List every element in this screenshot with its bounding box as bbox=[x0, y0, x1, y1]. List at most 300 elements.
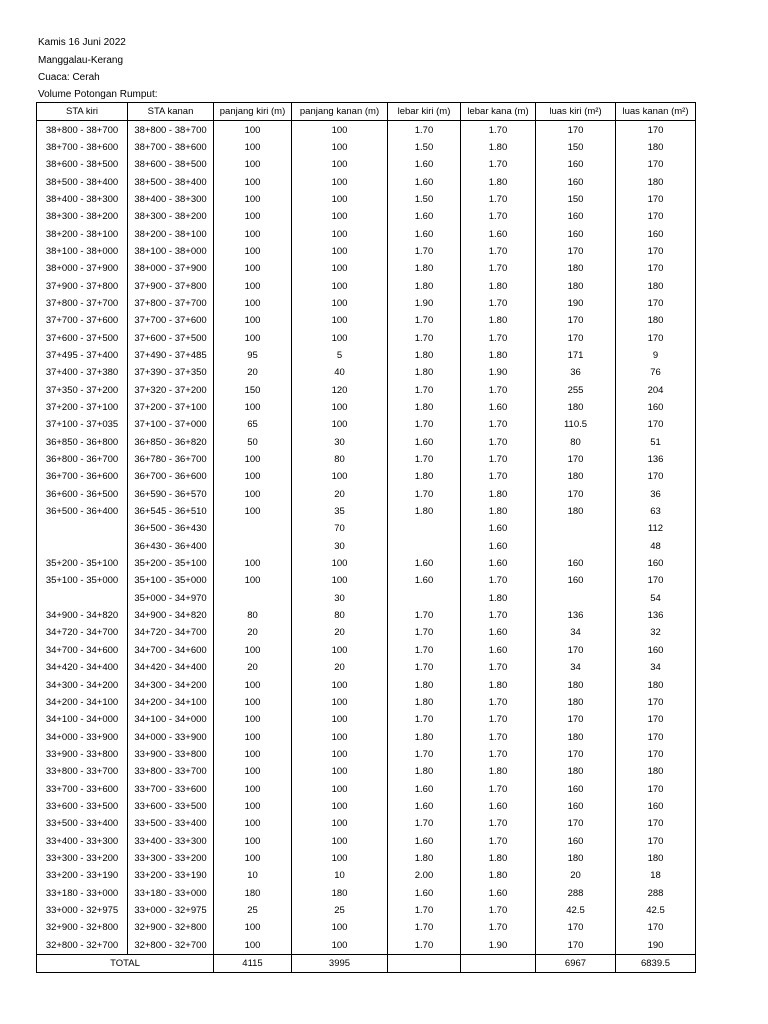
cell-luas-kiri: 42.5 bbox=[536, 902, 616, 919]
cell-panjang-kiri: 100 bbox=[214, 832, 292, 849]
cell-panjang-kiri: 100 bbox=[214, 486, 292, 503]
cell-lebar-kiri: 1.70 bbox=[388, 486, 461, 503]
cell-sta-kanan: 35+100 - 35+000 bbox=[128, 572, 214, 589]
cell-luas-kiri: 180 bbox=[536, 468, 616, 485]
total-lebar-kanan bbox=[461, 954, 536, 972]
cell-lebar-kanan: 1.70 bbox=[461, 121, 536, 139]
cell-sta-kiri: 38+200 - 38+100 bbox=[37, 225, 128, 242]
table-row bbox=[37, 451, 696, 468]
cell-sta-kanan: 32+900 - 32+800 bbox=[128, 919, 214, 936]
cell-panjang-kanan: 100 bbox=[292, 121, 388, 139]
table-row bbox=[37, 798, 696, 815]
cell-sta-kiri: 38+000 - 37+900 bbox=[37, 260, 128, 277]
cell-sta-kanan: 37+700 - 37+600 bbox=[128, 312, 214, 329]
cell-sta-kiri: 37+100 - 37+035 bbox=[37, 416, 128, 433]
cell-sta-kiri: 33+200 - 33+190 bbox=[37, 867, 128, 884]
cell-sta-kiri: 38+500 - 38+400 bbox=[37, 173, 128, 190]
cell-panjang-kanan: 20 bbox=[292, 659, 388, 676]
cell-sta-kiri: 36+600 - 36+500 bbox=[37, 486, 128, 503]
cell-sta-kiri: 35+200 - 35+100 bbox=[37, 555, 128, 572]
table-row bbox=[37, 434, 696, 451]
cell-lebar-kanan: 1.80 bbox=[461, 867, 536, 884]
cell-luas-kanan: 136 bbox=[616, 607, 696, 624]
cell-panjang-kiri: 100 bbox=[214, 919, 292, 936]
cell-luas-kanan: 170 bbox=[616, 919, 696, 936]
table-row bbox=[37, 347, 696, 364]
cell-sta-kiri: 37+200 - 37+100 bbox=[37, 399, 128, 416]
cell-lebar-kiri: 1.80 bbox=[388, 503, 461, 520]
cell-lebar-kanan: 1.70 bbox=[461, 607, 536, 624]
cell-lebar-kanan: 1.60 bbox=[461, 225, 536, 242]
cell-panjang-kiri: 100 bbox=[214, 798, 292, 815]
cell-sta-kanan: 34+100 - 34+000 bbox=[128, 711, 214, 728]
cell-panjang-kanan: 100 bbox=[292, 555, 388, 572]
cell-panjang-kiri: 100 bbox=[214, 815, 292, 832]
cell-panjang-kiri: 100 bbox=[214, 329, 292, 346]
cell-luas-kiri: 160 bbox=[536, 173, 616, 190]
cell-lebar-kiri: 1.80 bbox=[388, 763, 461, 780]
cell-sta-kanan: 36+545 - 36+510 bbox=[128, 503, 214, 520]
cell-panjang-kanan: 100 bbox=[292, 919, 388, 936]
cell-sta-kiri: 34+900 - 34+820 bbox=[37, 607, 128, 624]
cell-panjang-kiri: 100 bbox=[214, 156, 292, 173]
cell-luas-kiri: 180 bbox=[536, 503, 616, 520]
cell-luas-kiri: 180 bbox=[536, 260, 616, 277]
cell-luas-kiri: 170 bbox=[536, 815, 616, 832]
table-row bbox=[37, 590, 696, 607]
cell-panjang-kanan: 180 bbox=[292, 884, 388, 901]
cell-panjang-kiri: 80 bbox=[214, 607, 292, 624]
cell-lebar-kiri: 2.00 bbox=[388, 867, 461, 884]
cell-lebar-kanan: 1.60 bbox=[461, 399, 536, 416]
table-row bbox=[37, 538, 696, 555]
cell-panjang-kanan: 100 bbox=[292, 399, 388, 416]
table-row bbox=[37, 919, 696, 936]
cell-sta-kiri: 38+100 - 38+000 bbox=[37, 243, 128, 260]
cell-lebar-kiri: 1.70 bbox=[388, 416, 461, 433]
cell-panjang-kanan: 100 bbox=[292, 312, 388, 329]
cell-panjang-kiri: 50 bbox=[214, 434, 292, 451]
cell-panjang-kiri: 100 bbox=[214, 191, 292, 208]
cell-panjang-kanan: 100 bbox=[292, 208, 388, 225]
cell-sta-kiri: 37+495 - 37+400 bbox=[37, 347, 128, 364]
cell-sta-kanan: 34+420 - 34+400 bbox=[128, 659, 214, 676]
cell-luas-kanan: 160 bbox=[616, 555, 696, 572]
cell-luas-kanan: 180 bbox=[616, 763, 696, 780]
cell-luas-kiri: 288 bbox=[536, 884, 616, 901]
cell-luas-kiri: 160 bbox=[536, 225, 616, 242]
location-label: Manggalau-Kerang bbox=[38, 55, 124, 66]
cell-panjang-kiri: 100 bbox=[214, 572, 292, 589]
cell-luas-kanan: 180 bbox=[616, 139, 696, 156]
cell-luas-kiri bbox=[536, 538, 616, 555]
cell-panjang-kanan: 100 bbox=[292, 711, 388, 728]
col-header-panjang-kanan: panjang kanan (m) bbox=[292, 103, 388, 121]
table-row bbox=[37, 156, 696, 173]
cell-sta-kanan: 36+700 - 36+600 bbox=[128, 468, 214, 485]
cell-lebar-kiri: 1.60 bbox=[388, 208, 461, 225]
cell-luas-kiri: 36 bbox=[536, 364, 616, 381]
cell-panjang-kanan: 100 bbox=[292, 642, 388, 659]
total-luas-kanan: 6839.5 bbox=[616, 954, 696, 972]
cell-luas-kiri: 170 bbox=[536, 486, 616, 503]
cell-luas-kanan: 170 bbox=[616, 208, 696, 225]
table-row bbox=[37, 607, 696, 624]
cell-panjang-kanan: 100 bbox=[292, 676, 388, 693]
cell-panjang-kiri: 100 bbox=[214, 676, 292, 693]
cell-sta-kiri: 33+800 - 33+700 bbox=[37, 763, 128, 780]
cell-panjang-kanan: 30 bbox=[292, 590, 388, 607]
cell-panjang-kiri: 100 bbox=[214, 694, 292, 711]
table-row bbox=[37, 676, 696, 693]
cell-luas-kanan: 160 bbox=[616, 399, 696, 416]
total-panjang-kanan: 3995 bbox=[292, 954, 388, 972]
cell-lebar-kanan: 1.70 bbox=[461, 208, 536, 225]
cell-lebar-kanan: 1.80 bbox=[461, 312, 536, 329]
cell-sta-kanan: 37+390 - 37+350 bbox=[128, 364, 214, 381]
cell-luas-kiri: 170 bbox=[536, 243, 616, 260]
cell-luas-kanan: 63 bbox=[616, 503, 696, 520]
cell-luas-kanan: 32 bbox=[616, 624, 696, 641]
cell-lebar-kanan: 1.80 bbox=[461, 503, 536, 520]
cell-luas-kanan: 76 bbox=[616, 364, 696, 381]
cell-sta-kiri bbox=[37, 590, 128, 607]
cell-lebar-kanan: 1.70 bbox=[461, 243, 536, 260]
cell-sta-kanan: 34+720 - 34+700 bbox=[128, 624, 214, 641]
cell-luas-kanan: 34 bbox=[616, 659, 696, 676]
col-header-lebar-kiri: lebar kiri (m) bbox=[388, 103, 461, 121]
cell-luas-kanan: 160 bbox=[616, 798, 696, 815]
cell-panjang-kiri: 100 bbox=[214, 850, 292, 867]
cell-panjang-kiri: 100 bbox=[214, 763, 292, 780]
table-row bbox=[37, 277, 696, 294]
cell-sta-kiri: 33+300 - 33+200 bbox=[37, 850, 128, 867]
cell-panjang-kanan: 35 bbox=[292, 503, 388, 520]
cell-lebar-kiri bbox=[388, 520, 461, 537]
cell-sta-kiri: 33+180 - 33+000 bbox=[37, 884, 128, 901]
cell-panjang-kanan: 100 bbox=[292, 416, 388, 433]
cell-luas-kanan: 170 bbox=[616, 156, 696, 173]
cell-panjang-kanan: 100 bbox=[292, 277, 388, 294]
cell-lebar-kanan: 1.80 bbox=[461, 850, 536, 867]
cell-luas-kiri: 180 bbox=[536, 728, 616, 745]
cell-lebar-kanan: 1.60 bbox=[461, 538, 536, 555]
cell-luas-kiri: 170 bbox=[536, 919, 616, 936]
cell-lebar-kanan: 1.70 bbox=[461, 832, 536, 849]
cell-lebar-kanan: 1.70 bbox=[461, 572, 536, 589]
cell-luas-kiri: 170 bbox=[536, 312, 616, 329]
cell-sta-kiri: 36+500 - 36+400 bbox=[37, 503, 128, 520]
cell-lebar-kanan: 1.70 bbox=[461, 780, 536, 797]
table-row bbox=[37, 694, 696, 711]
cell-luas-kiri: 180 bbox=[536, 399, 616, 416]
cell-lebar-kanan: 1.70 bbox=[461, 451, 536, 468]
cell-luas-kanan: 36 bbox=[616, 486, 696, 503]
table-row bbox=[37, 659, 696, 676]
cell-lebar-kanan: 1.80 bbox=[461, 590, 536, 607]
cell-panjang-kanan: 120 bbox=[292, 382, 388, 399]
cell-sta-kanan: 38+000 - 37+900 bbox=[128, 260, 214, 277]
cell-luas-kanan: 170 bbox=[616, 260, 696, 277]
table-row bbox=[37, 329, 696, 346]
cell-lebar-kiri: 1.60 bbox=[388, 156, 461, 173]
cell-sta-kiri: 33+900 - 33+800 bbox=[37, 746, 128, 763]
cell-luas-kiri: 180 bbox=[536, 277, 616, 294]
cell-lebar-kanan: 1.70 bbox=[461, 382, 536, 399]
cell-panjang-kiri: 100 bbox=[214, 295, 292, 312]
table-row bbox=[37, 364, 696, 381]
cell-panjang-kanan: 100 bbox=[292, 243, 388, 260]
cell-sta-kiri: 37+700 - 37+600 bbox=[37, 312, 128, 329]
cell-lebar-kiri: 1.70 bbox=[388, 243, 461, 260]
cell-lebar-kiri: 1.60 bbox=[388, 780, 461, 797]
cell-luas-kiri: 180 bbox=[536, 763, 616, 780]
cell-luas-kiri bbox=[536, 590, 616, 607]
cell-lebar-kanan: 1.70 bbox=[461, 919, 536, 936]
cell-sta-kiri: 38+600 - 38+500 bbox=[37, 156, 128, 173]
table-row bbox=[37, 642, 696, 659]
table-row bbox=[37, 468, 696, 485]
cell-panjang-kiri: 65 bbox=[214, 416, 292, 433]
cell-sta-kanan: 33+180 - 33+000 bbox=[128, 884, 214, 901]
cell-luas-kiri: 150 bbox=[536, 191, 616, 208]
cell-lebar-kanan: 1.80 bbox=[461, 763, 536, 780]
cell-panjang-kiri: 100 bbox=[214, 277, 292, 294]
cell-sta-kiri: 37+600 - 37+500 bbox=[37, 329, 128, 346]
table-row bbox=[37, 139, 696, 156]
cell-luas-kiri: 160 bbox=[536, 208, 616, 225]
cell-sta-kanan: 33+800 - 33+700 bbox=[128, 763, 214, 780]
cell-luas-kanan: 180 bbox=[616, 312, 696, 329]
cell-lebar-kanan: 1.70 bbox=[461, 728, 536, 745]
cell-sta-kanan: 38+800 - 38+700 bbox=[128, 121, 214, 139]
cell-sta-kiri: 32+800 - 32+700 bbox=[37, 937, 128, 955]
cell-luas-kiri: 160 bbox=[536, 780, 616, 797]
cell-lebar-kanan: 1.70 bbox=[461, 694, 536, 711]
cell-luas-kiri: 34 bbox=[536, 659, 616, 676]
cell-panjang-kiri: 10 bbox=[214, 867, 292, 884]
cell-lebar-kiri: 1.70 bbox=[388, 121, 461, 139]
cell-sta-kiri: 37+400 - 37+380 bbox=[37, 364, 128, 381]
cell-panjang-kiri bbox=[214, 538, 292, 555]
cell-lebar-kanan: 1.60 bbox=[461, 555, 536, 572]
cell-luas-kanan: 112 bbox=[616, 520, 696, 537]
cell-panjang-kanan: 100 bbox=[292, 156, 388, 173]
cell-lebar-kiri: 1.70 bbox=[388, 451, 461, 468]
table-row bbox=[37, 711, 696, 728]
table-row bbox=[37, 312, 696, 329]
grass-cutting-volume-table bbox=[36, 102, 696, 973]
cell-lebar-kiri: 1.70 bbox=[388, 312, 461, 329]
cell-panjang-kiri: 100 bbox=[214, 728, 292, 745]
cell-panjang-kiri: 100 bbox=[214, 555, 292, 572]
cell-sta-kiri: 38+700 - 38+600 bbox=[37, 139, 128, 156]
cell-luas-kiri: 255 bbox=[536, 382, 616, 399]
table-row bbox=[37, 399, 696, 416]
cell-lebar-kiri: 1.80 bbox=[388, 347, 461, 364]
total-row bbox=[37, 954, 696, 972]
cell-panjang-kanan: 25 bbox=[292, 902, 388, 919]
cell-sta-kiri: 33+700 - 33+600 bbox=[37, 780, 128, 797]
cell-panjang-kanan: 80 bbox=[292, 607, 388, 624]
cell-lebar-kiri: 1.60 bbox=[388, 798, 461, 815]
cell-sta-kanan: 38+300 - 38+200 bbox=[128, 208, 214, 225]
cell-lebar-kiri: 1.50 bbox=[388, 139, 461, 156]
cell-luas-kanan: 170 bbox=[616, 468, 696, 485]
cell-lebar-kiri: 1.70 bbox=[388, 919, 461, 936]
cell-luas-kanan: 170 bbox=[616, 191, 696, 208]
table-row bbox=[37, 260, 696, 277]
cell-luas-kanan: 170 bbox=[616, 121, 696, 139]
cell-lebar-kiri: 1.60 bbox=[388, 434, 461, 451]
cell-panjang-kanan: 100 bbox=[292, 763, 388, 780]
cell-lebar-kiri: 1.50 bbox=[388, 191, 461, 208]
table-row bbox=[37, 225, 696, 242]
cell-panjang-kiri bbox=[214, 520, 292, 537]
cell-luas-kanan: 170 bbox=[616, 711, 696, 728]
cell-lebar-kiri: 1.80 bbox=[388, 728, 461, 745]
cell-panjang-kiri: 100 bbox=[214, 312, 292, 329]
cell-panjang-kanan: 100 bbox=[292, 780, 388, 797]
cell-lebar-kiri: 1.60 bbox=[388, 225, 461, 242]
cell-lebar-kanan: 1.80 bbox=[461, 347, 536, 364]
cell-panjang-kiri: 100 bbox=[214, 399, 292, 416]
total-panjang-kiri: 4115 bbox=[214, 954, 292, 972]
table-row bbox=[37, 746, 696, 763]
cell-panjang-kanan: 100 bbox=[292, 468, 388, 485]
table-row bbox=[37, 382, 696, 399]
cell-luas-kanan: 204 bbox=[616, 382, 696, 399]
cell-lebar-kanan: 1.70 bbox=[461, 260, 536, 277]
report-date: Kamis 16 Juni 2022 bbox=[38, 37, 126, 48]
cell-luas-kiri: 80 bbox=[536, 434, 616, 451]
table-row bbox=[37, 295, 696, 312]
cell-lebar-kanan: 1.90 bbox=[461, 937, 536, 955]
table-row bbox=[37, 572, 696, 589]
cell-sta-kanan: 33+400 - 33+300 bbox=[128, 832, 214, 849]
cell-panjang-kanan: 100 bbox=[292, 815, 388, 832]
table-body bbox=[37, 121, 696, 955]
cell-sta-kanan: 37+800 - 37+700 bbox=[128, 295, 214, 312]
col-header-luas-kanan: luas kanan (m²) bbox=[616, 103, 696, 121]
cell-panjang-kiri bbox=[214, 590, 292, 607]
cell-panjang-kanan: 100 bbox=[292, 139, 388, 156]
cell-lebar-kiri: 1.70 bbox=[388, 711, 461, 728]
cell-panjang-kiri: 180 bbox=[214, 884, 292, 901]
cell-sta-kanan: 35+200 - 35+100 bbox=[128, 555, 214, 572]
cell-lebar-kiri: 1.60 bbox=[388, 555, 461, 572]
table-row bbox=[37, 850, 696, 867]
cell-panjang-kiri: 95 bbox=[214, 347, 292, 364]
cell-luas-kiri: 160 bbox=[536, 572, 616, 589]
cell-luas-kanan: 54 bbox=[616, 590, 696, 607]
cell-panjang-kanan: 100 bbox=[292, 694, 388, 711]
cell-lebar-kiri: 1.70 bbox=[388, 659, 461, 676]
cell-sta-kiri: 38+300 - 38+200 bbox=[37, 208, 128, 225]
cell-lebar-kiri: 1.90 bbox=[388, 295, 461, 312]
cell-sta-kiri: 37+900 - 37+800 bbox=[37, 277, 128, 294]
cell-sta-kiri: 33+500 - 33+400 bbox=[37, 815, 128, 832]
cell-lebar-kiri: 1.70 bbox=[388, 815, 461, 832]
table-row bbox=[37, 416, 696, 433]
cell-luas-kanan: 170 bbox=[616, 832, 696, 849]
cell-lebar-kiri: 1.80 bbox=[388, 850, 461, 867]
cell-panjang-kiri: 20 bbox=[214, 659, 292, 676]
cell-lebar-kiri: 1.80 bbox=[388, 468, 461, 485]
cell-sta-kanan: 34+900 - 34+820 bbox=[128, 607, 214, 624]
cell-sta-kiri: 37+350 - 37+200 bbox=[37, 382, 128, 399]
cell-luas-kiri: 171 bbox=[536, 347, 616, 364]
cell-panjang-kanan: 30 bbox=[292, 538, 388, 555]
cell-sta-kanan: 37+200 - 37+100 bbox=[128, 399, 214, 416]
cell-panjang-kiri: 150 bbox=[214, 382, 292, 399]
cell-panjang-kanan: 30 bbox=[292, 434, 388, 451]
cell-sta-kiri: 36+700 - 36+600 bbox=[37, 468, 128, 485]
cell-lebar-kanan: 1.60 bbox=[461, 884, 536, 901]
cell-lebar-kanan: 1.80 bbox=[461, 173, 536, 190]
cell-luas-kiri: 150 bbox=[536, 139, 616, 156]
cell-panjang-kiri: 100 bbox=[214, 243, 292, 260]
cell-sta-kanan: 38+600 - 38+500 bbox=[128, 156, 214, 173]
total-lebar-kiri bbox=[388, 954, 461, 972]
cell-panjang-kanan: 100 bbox=[292, 937, 388, 955]
cell-sta-kanan: 36+590 - 36+570 bbox=[128, 486, 214, 503]
cell-panjang-kanan: 5 bbox=[292, 347, 388, 364]
cell-luas-kiri: 170 bbox=[536, 451, 616, 468]
cell-luas-kanan: 48 bbox=[616, 538, 696, 555]
cell-sta-kiri: 33+000 - 32+975 bbox=[37, 902, 128, 919]
cell-lebar-kiri: 1.70 bbox=[388, 642, 461, 659]
cell-lebar-kanan: 1.70 bbox=[461, 711, 536, 728]
cell-sta-kanan: 36+500 - 36+430 bbox=[128, 520, 214, 537]
cell-lebar-kiri: 1.80 bbox=[388, 399, 461, 416]
cell-lebar-kanan: 1.70 bbox=[461, 815, 536, 832]
cell-lebar-kanan: 1.80 bbox=[461, 277, 536, 294]
cell-lebar-kanan: 1.60 bbox=[461, 642, 536, 659]
cell-sta-kiri: 34+000 - 33+900 bbox=[37, 728, 128, 745]
cell-lebar-kiri: 1.60 bbox=[388, 884, 461, 901]
cell-sta-kanan: 37+900 - 37+800 bbox=[128, 277, 214, 294]
table-row bbox=[37, 503, 696, 520]
table-row bbox=[37, 937, 696, 955]
cell-panjang-kanan: 100 bbox=[292, 329, 388, 346]
cell-panjang-kiri: 20 bbox=[214, 624, 292, 641]
cell-sta-kanan: 37+320 - 37+200 bbox=[128, 382, 214, 399]
cell-luas-kiri: 160 bbox=[536, 832, 616, 849]
cell-sta-kanan: 33+300 - 33+200 bbox=[128, 850, 214, 867]
cell-panjang-kiri: 100 bbox=[214, 121, 292, 139]
cell-luas-kanan: 170 bbox=[616, 728, 696, 745]
cell-sta-kiri: 38+400 - 38+300 bbox=[37, 191, 128, 208]
table-header-row bbox=[37, 103, 696, 121]
cell-luas-kanan: 288 bbox=[616, 884, 696, 901]
cell-lebar-kiri bbox=[388, 590, 461, 607]
table-row bbox=[37, 815, 696, 832]
cell-luas-kiri: 160 bbox=[536, 555, 616, 572]
table-row bbox=[37, 780, 696, 797]
cell-luas-kiri: 160 bbox=[536, 156, 616, 173]
cell-sta-kiri bbox=[37, 520, 128, 537]
cell-sta-kanan: 33+700 - 33+600 bbox=[128, 780, 214, 797]
cell-sta-kiri: 34+300 - 34+200 bbox=[37, 676, 128, 693]
cell-sta-kanan: 33+200 - 33+190 bbox=[128, 867, 214, 884]
cell-sta-kiri: 37+800 - 37+700 bbox=[37, 295, 128, 312]
cell-luas-kanan: 170 bbox=[616, 329, 696, 346]
cell-panjang-kanan: 70 bbox=[292, 520, 388, 537]
cell-sta-kiri: 33+400 - 33+300 bbox=[37, 832, 128, 849]
cell-lebar-kanan: 1.70 bbox=[461, 468, 536, 485]
cell-luas-kanan: 180 bbox=[616, 676, 696, 693]
